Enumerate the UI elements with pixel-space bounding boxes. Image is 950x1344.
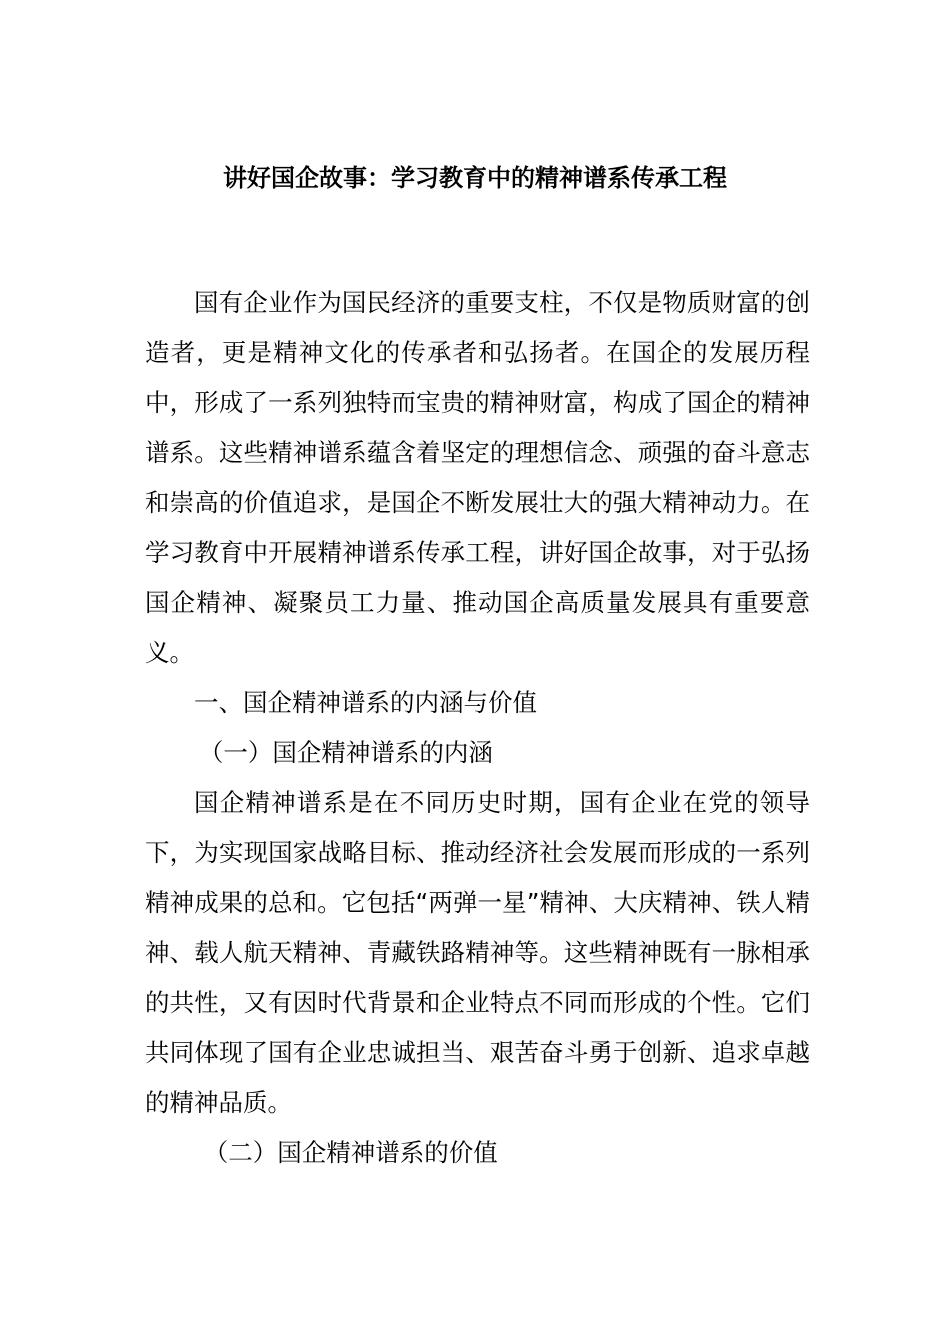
- section-heading-1: 一、国企精神谱系的内涵与价值: [194, 688, 537, 717]
- subsection-heading-2: （二）国企精神谱系的价值: [203, 1138, 498, 1167]
- subsection-heading-1: （一）国企精神谱系的内涵: [198, 738, 493, 767]
- document-body: [145, 278, 810, 1178]
- connotation-paragraph: 国企精神谱系是在不同历史时期，国有企业在党的领导下，为实现国家战略目标、推动经济社会发展而形成的一系列精神成果的总和。它包括“两弹一星”精神、大庆精神、铁人精神、载人航天精神、青藏铁路精神等。这些精神既有一脉相承的共性，又有因时代背景和企业特点不同而形成的个性。它们共同体现了国有企业忠诚担当、艰苦奋斗勇于创新、追求卓越的精神品质。: [145, 788, 810, 1117]
- document-title: 讲好国企故事：学习教育中的精神谱系传承工程: [223, 164, 727, 192]
- intro-paragraph: 国有企业作为国民经济的重要支柱，不仅是物质财富的创造者，更是精神文化的传承者和弘扬者。在国企的发展历程中，形成了一系列独特而宝贵的精神财富，构成了国企的精神谱系。这些精神谱系蕴含着坚定的理想信念、顽强的奋斗意志和崇高的价值追求，是国企不断发展壮大的强大精神动力。在学习教育中开展精神谱系传承工程，讲好国企故事，对于弘扬国企精神、凝聚员工力量、推动国企高质量发展具有重要意义。: [145, 288, 810, 667]
